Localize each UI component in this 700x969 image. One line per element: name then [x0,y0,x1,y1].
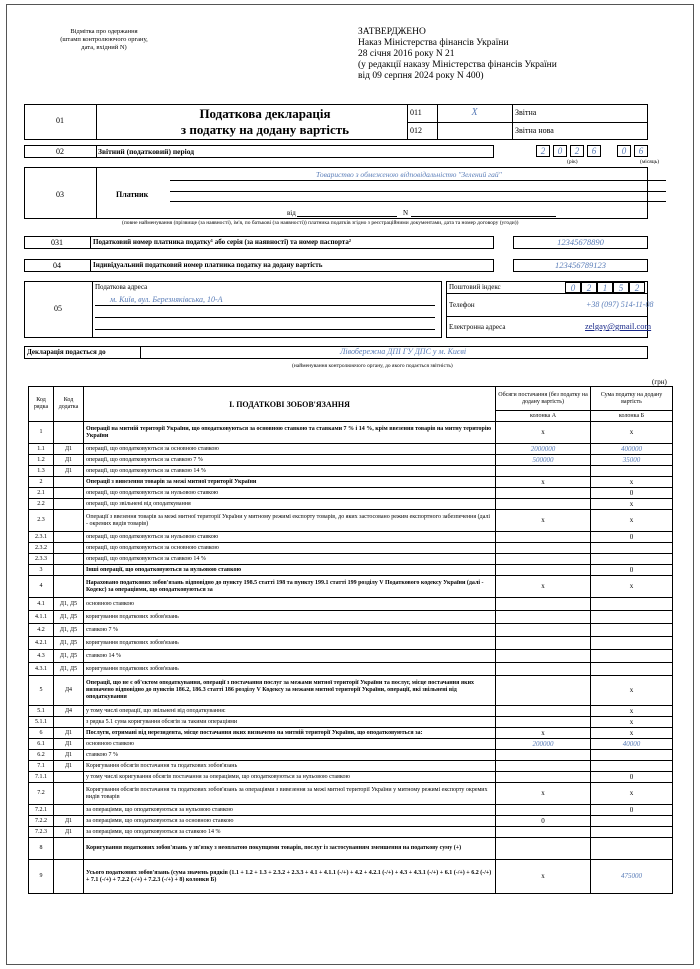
column-a-value[interactable] [496,565,591,576]
column-a-value[interactable] [496,663,591,676]
row-description: Коригування податкових зобов'язань у зв'язку з неоплатою покупцями товарів, послуг із застосуванням зменшення на податкову суму (+) [84,838,496,860]
divider [96,104,97,140]
table-row [29,805,673,816]
office-row [24,346,648,359]
revision-date: від 09 серпня 2024 року N 400) [358,71,484,81]
row-description: Послуги, отримані від нерезидента, місце постачання яких визначено на митній території України, що оподатковуються за: [84,728,496,739]
divider [140,346,141,359]
header-column-a: колонка А [496,411,591,422]
underline [297,216,397,217]
row-description: операції, що оподатковуються за основною ставкою [84,543,496,554]
period-label: Звітний (податковий) період [98,147,195,156]
appendix-code [54,488,84,499]
row-description: основною ставкою [84,598,496,611]
table-row [29,728,673,739]
year-digit[interactable]: 0 [553,145,567,157]
column-b-value[interactable] [591,554,673,565]
row-description: операції, що оподатковуються за нульовою ставкою [84,488,496,499]
appendix-code [54,576,84,598]
row-description: Усього податкових зобов'язань (сума значень рядків (1.1 + 1.2 + 1.3 + 2.3.2 + 2.3.3 + 4.1 + 4.1.1 (-/+) + 4.2 + 4.2.1 (-/+) + 4.3 + 4.3.1 (-/+) + 6.1 (-/+) + 6.2 (-/+) + 7.1 (-/+) + 7.2.2 (-/+) + 7.2.3 (-/+) + 8) колонки Б) [84,860,496,894]
column-a-value[interactable] [496,466,591,477]
header-row-code: Код рядка [29,387,54,422]
appendix-code [54,477,84,488]
table-row [29,455,673,466]
month-caption: (місяць) [640,159,660,165]
row-description: у тому числі операції, що звільнені від оподаткування: [84,706,496,717]
option-label-zvitna: Звітна [515,108,537,117]
row-code: 5.1 [29,706,54,717]
appendix-code: Д4 [54,676,84,706]
divider [96,145,97,158]
column-b-value[interactable]: x [591,676,673,706]
row-description: Коригування обсягів постачання та податкових зобов'язань [84,761,496,772]
phone-label: Телефон [449,301,475,309]
table-row [29,611,673,624]
header-volume: Обсяги постачання (без податку на додану вартість) [496,387,591,411]
appendix-code: Д1 [54,728,84,739]
table-row [29,717,673,728]
divider [90,236,91,249]
option-mark-checkbox[interactable]: X [471,107,478,118]
appendix-code: Д1 [54,761,84,772]
column-b-value[interactable] [591,816,673,827]
row-description: Операції з ввезення товарів за межі митної території України у митному режимі експорту товарів, до яких застосовано режим експортного забезпечення (далі - окремих видів товарів) [84,510,496,532]
column-b-value[interactable]: x [591,422,673,444]
appendix-code [54,422,84,444]
address-field[interactable]: м. Київ, вул. Березняківська, 10-А [110,295,223,304]
column-a-value[interactable] [496,499,591,510]
table-row [29,422,673,444]
date-label: від [287,209,296,217]
currency-label: (грн) [652,378,667,386]
tax-number-field[interactable]: 12345678890 [513,236,648,249]
row-code: 5.1.1 [29,717,54,728]
row-code: 2.3.2 [29,543,54,554]
column-a-value[interactable]: 0 [496,816,591,827]
column-b-value[interactable]: x [591,576,673,598]
column-b-value[interactable]: 0 [591,488,673,499]
row-code: 2.3 [29,510,54,532]
table-row [29,772,673,783]
payer-label: Платник [116,190,149,199]
row-description: за операціями, що оподатковуються за ставкою 14 % [84,827,496,838]
row-code: 5 [29,676,54,706]
option-label-zvitna-nova: Звітна нова [515,126,554,135]
row-code: 7.2.3 [29,827,54,838]
appendix-code: Д1 [54,444,84,455]
row-description: ставкою 7 % [84,750,496,761]
column-b-value[interactable] [591,750,673,761]
tax-liabilities-table [28,386,673,894]
row-description: ставкою 14 % [84,650,496,663]
revision-note: (у редакції наказу Міністерства фінансів України [358,60,557,70]
table-row [29,543,673,554]
table-row [29,783,673,805]
postal-digit[interactable]: 2 [581,282,597,293]
receipt-note-line: (штамп контролюючого органу, [60,36,148,43]
row-code: 4.3 [29,650,54,663]
row-code-031: 031 [51,238,63,247]
column-a-value[interactable]: x [496,783,591,805]
row-code-01: 01 [56,116,64,125]
column-b-value[interactable] [591,663,673,676]
row-description: ставкою 7 % [84,624,496,637]
table-row [29,444,673,455]
row-description: Коригування обсягів постачання та податкових зобов'язань за операціями з вивезення за межі митної території України у митному режимі експорту окремих видів товарів [84,783,496,805]
appendix-code [54,565,84,576]
column-a-value[interactable] [496,761,591,772]
column-b-value[interactable]: 0 [591,805,673,816]
table-row [29,532,673,543]
row-code: 1.3 [29,466,54,477]
receipt-note-line: Відмітка про одержання [70,28,138,35]
divider [407,122,648,123]
table-row [29,676,673,706]
postal-digit[interactable]: 2 [629,282,645,293]
header-column-b: колонка Б [591,411,673,422]
row-description: коригування податкових зобов'язань [84,637,496,650]
column-b-value[interactable]: x [591,510,673,532]
appendix-code: Д1 [54,466,84,477]
table-row [29,565,673,576]
header-vat-sum: Сума податку на додану вартість [591,387,673,411]
column-a-value[interactable] [496,750,591,761]
appendix-code [54,717,84,728]
row-code: 6 [29,728,54,739]
column-a-value[interactable] [496,805,591,816]
table-row [29,761,673,772]
table-row [29,499,673,510]
divider [92,281,93,338]
underline [170,180,666,181]
column-b-value[interactable]: 400000 [591,444,673,455]
row-code: 7.2.2 [29,816,54,827]
tax-number-label: Податковий номер платника податку¹ або серія (за наявності) та номер паспорта² [93,238,351,246]
column-b-value[interactable] [591,827,673,838]
appendix-code: Д4 [54,706,84,717]
number-label: N [403,209,409,217]
column-a-value[interactable] [496,827,591,838]
row-description: з рядка 5.1 сума коригування обсягів за такими операціями [84,717,496,728]
approved-label: ЗАТВЕРДЖЕНО [358,27,426,37]
column-a-value[interactable] [496,650,591,663]
column-b-value[interactable]: x [591,783,673,805]
row-description: коригування податкових зобов'язань [84,611,496,624]
column-a-value[interactable] [496,488,591,499]
column-b-value[interactable] [591,650,673,663]
column-a-value[interactable]: x [496,728,591,739]
column-a-value[interactable]: 200000 [496,739,591,750]
vat-number-label: Індивідуальний податковий номер платника податку на додану вартість [93,261,323,269]
appendix-code [54,543,84,554]
column-a-value[interactable]: x [496,576,591,598]
row-code-05: 05 [54,304,62,313]
row-description: Операції, що не є об'єктом оподаткування, операції з постачання послуг за межами митної території України та послуг, місце постачання яких визначено відповідно до пунктів 186.2, 186.3 статті 186 розділу V Кодексу за межами митної території України, операції, які звільнені від оподаткування [84,676,496,706]
row-description: основною ставкою [84,739,496,750]
row-description: за операціями, що оподатковуються за основною ставкою [84,816,496,827]
office-note: (найменування контролюючого органу, до якого подається звітність) [292,363,453,369]
appendix-code: Д1 [54,827,84,838]
column-a-value[interactable] [496,624,591,637]
column-a-value[interactable] [496,598,591,611]
divider [446,293,648,294]
vat-number-field[interactable]: 123456789123 [513,259,648,272]
table-row [29,624,673,637]
appendix-code [54,805,84,816]
appendix-code: Д1, Д5 [54,650,84,663]
appendix-code: Д1, Д5 [54,624,84,637]
appendix-code [54,860,84,894]
office-label: Декларація подається до [27,348,106,356]
row-code: 6.1 [29,739,54,750]
year-caption: (рік) [567,159,578,165]
order-date: 28 січня 2016 року N 21 [358,49,455,59]
row-description: операції, що оподатковуються за нульовою ставкою [84,532,496,543]
row-code: 8 [29,838,54,860]
row-code-04: 04 [53,261,61,270]
column-a-value[interactable]: 2000000 [496,444,591,455]
payer-note: (повне найменування (прізвище (за наявності), ім'я, по батькові (за наявності)) платника податків згідно з реєстраційними документами, дата та номер договору (угоди)) [122,220,519,226]
column-b-value[interactable]: x [591,499,673,510]
underline [95,305,435,306]
year-digit[interactable]: 2 [570,145,584,157]
appendix-code [54,783,84,805]
appendix-code: Д1, Д5 [54,611,84,624]
option-code-011: 011 [410,108,422,117]
table-row [29,663,673,676]
column-b-value[interactable] [591,466,673,477]
column-a-value[interactable] [496,637,591,650]
table-row [29,739,673,750]
column-a-value[interactable]: x [496,510,591,532]
receipt-stamp-note [44,28,164,52]
table-row [29,598,673,611]
underline [170,191,666,192]
appendix-code [54,554,84,565]
column-a-value[interactable] [496,611,591,624]
row-code: 9 [29,860,54,894]
table-row [29,554,673,565]
row-code: 1.1 [29,444,54,455]
appendix-code [54,532,84,543]
option-code-012: 012 [410,126,422,135]
row-description: коригування податкових зобов'язань [84,663,496,676]
row-code: 4.1.1 [29,611,54,624]
row-description: за операціями, що оподатковуються за нульовою ставкою [84,805,496,816]
table-row [29,827,673,838]
postal-digit[interactable]: 1 [597,282,613,293]
table-row [29,750,673,761]
column-b-value[interactable]: x [591,728,673,739]
column-b-value[interactable]: 475000 [591,860,673,894]
title-line-2: з податку на додану вартість [180,122,350,137]
row-code: 6.2 [29,750,54,761]
column-a-value[interactable] [496,717,591,728]
office-field[interactable]: Лівобережна ДПІ ГУ ДПС у м. Києві [340,347,467,356]
column-a-value[interactable] [496,772,591,783]
title-line-1: Податкова декларація [199,106,331,121]
month-digit[interactable]: 0 [617,145,631,157]
column-a-value[interactable]: x [496,860,591,894]
section-title: I. ПОДАТКОВІ ЗОБОВ'ЯЗАННЯ [84,387,496,422]
appendix-code [54,838,84,860]
row-code-03: 03 [56,190,64,199]
row-description: операції, що звільнені від оподаткування [84,499,496,510]
row-description: у тому числі коригування обсягів постачання за операціями, що оподатковуються за нульовою ставкою [84,772,496,783]
column-a-value[interactable]: 500000 [496,455,591,466]
row-code-02: 02 [56,147,64,156]
order-name: Наказ Міністерства фінансів України [358,38,509,48]
underline [95,317,435,318]
column-b-value[interactable]: 0 [591,565,673,576]
column-b-value[interactable]: x [591,706,673,717]
table-row [29,576,673,598]
table-row [29,488,673,499]
row-code: 2.2 [29,499,54,510]
row-code: 1.2 [29,455,54,466]
row-description: Інші операції, що оподатковуються за нульовою ставкою [84,565,496,576]
declaration-title [150,106,380,138]
table-row [29,816,673,827]
column-a-value[interactable] [496,838,591,860]
divider [446,316,648,317]
column-b-value[interactable]: 35000 [591,455,673,466]
address-label: Податкова адреса [95,283,148,291]
appendix-code: Д1, Д5 [54,663,84,676]
appendix-code: Д1, Д5 [54,637,84,650]
header-appendix-code: Код додатка [54,387,84,422]
email-link[interactable]: zelgay@gmail.com [585,321,652,331]
table-row [29,706,673,717]
column-a-value[interactable] [496,532,591,543]
column-a-value[interactable] [496,543,591,554]
table-row [29,477,673,488]
row-description: операції, що оподатковуються за ставкою 14 % [84,554,496,565]
row-description: Операції з вивезення товарів за межі митної території України [84,477,496,488]
column-a-value[interactable] [496,676,591,706]
column-b-value[interactable] [591,624,673,637]
table-row [29,860,673,894]
row-code: 4.2 [29,624,54,637]
phone-field[interactable]: +38 (097) 514-11-08 [586,300,654,309]
row-code: 7.1 [29,761,54,772]
column-b-value[interactable]: 40000 [591,739,673,750]
divider [90,259,91,272]
table-row [29,637,673,650]
year-digit[interactable]: 6 [587,145,601,157]
column-a-value[interactable] [496,554,591,565]
year-digit[interactable]: 2 [536,145,550,157]
row-code: 2.3.3 [29,554,54,565]
appendix-code [54,499,84,510]
table-row [29,466,673,477]
divider [96,167,97,219]
postal-digit[interactable]: 5 [613,282,629,293]
postal-digit[interactable]: 0 [565,282,581,293]
row-code: 1 [29,422,54,444]
appendix-code: Д1, Д5 [54,598,84,611]
appendix-code [54,510,84,532]
column-b-value[interactable]: 0 [591,772,673,783]
appendix-code [54,772,84,783]
column-b-value[interactable] [591,611,673,624]
row-code: 7.2 [29,783,54,805]
column-b-value[interactable]: x [591,477,673,488]
postal-label: Поштовий індекс [449,283,501,291]
column-a-value[interactable]: x [496,422,591,444]
underline [95,329,435,330]
receipt-note-line: дата, вхідний N) [81,44,127,51]
row-description: операції, що оподатковуються за ставкою 14 % [84,466,496,477]
email-label: Електронна адреса [449,323,506,331]
approval-block [358,27,598,82]
appendix-code: Д1 [54,739,84,750]
month-digit[interactable]: 6 [634,145,648,157]
column-a-value[interactable] [496,706,591,717]
row-description: Нараховано податкових зобов'язань відповідно до пункту 198.5 статті 198 та пункту 199.1 статті 199 розділу V Податкового кодексу України (далі - Кодекс) за операціями, що оподатковуються за [84,576,496,598]
row-code: 4.1 [29,598,54,611]
row-code: 2.3.1 [29,532,54,543]
row-code: 7.1.1 [29,772,54,783]
table-row [29,838,673,860]
underline [411,216,556,217]
row-code: 3 [29,565,54,576]
column-a-value[interactable]: x [496,477,591,488]
column-b-value[interactable]: 0 [591,532,673,543]
column-b-value[interactable] [591,761,673,772]
appendix-code: Д1 [54,750,84,761]
row-code: 2 [29,477,54,488]
column-b-value[interactable] [591,637,673,650]
column-b-value[interactable] [591,543,673,554]
column-b-value[interactable]: x [591,717,673,728]
row-description: операції, що оподатковуються за ставкою 7 % [84,455,496,466]
row-code: 4.2.1 [29,637,54,650]
column-b-value[interactable] [591,598,673,611]
underline [170,201,666,202]
row-code: 2.1 [29,488,54,499]
appendix-code: Д1 [54,455,84,466]
table-row [29,510,673,532]
appendix-code: Д1 [54,816,84,827]
payer-name-field[interactable]: Товариство з обмеженою відповідальністю "Зелений гай" [316,170,502,179]
table-row [29,650,673,663]
column-b-value[interactable] [591,838,673,860]
row-code: 7.2.1 [29,805,54,816]
row-code: 4 [29,576,54,598]
row-description: операції, що оподатковуються за основною ставкою [84,444,496,455]
row-code: 4.3.1 [29,663,54,676]
row-description: Операції на митній території України, що оподатковуються за основною ставкою та ставками 7 % і 14 %, крім ввезення товарів на митну територію України [84,422,496,444]
